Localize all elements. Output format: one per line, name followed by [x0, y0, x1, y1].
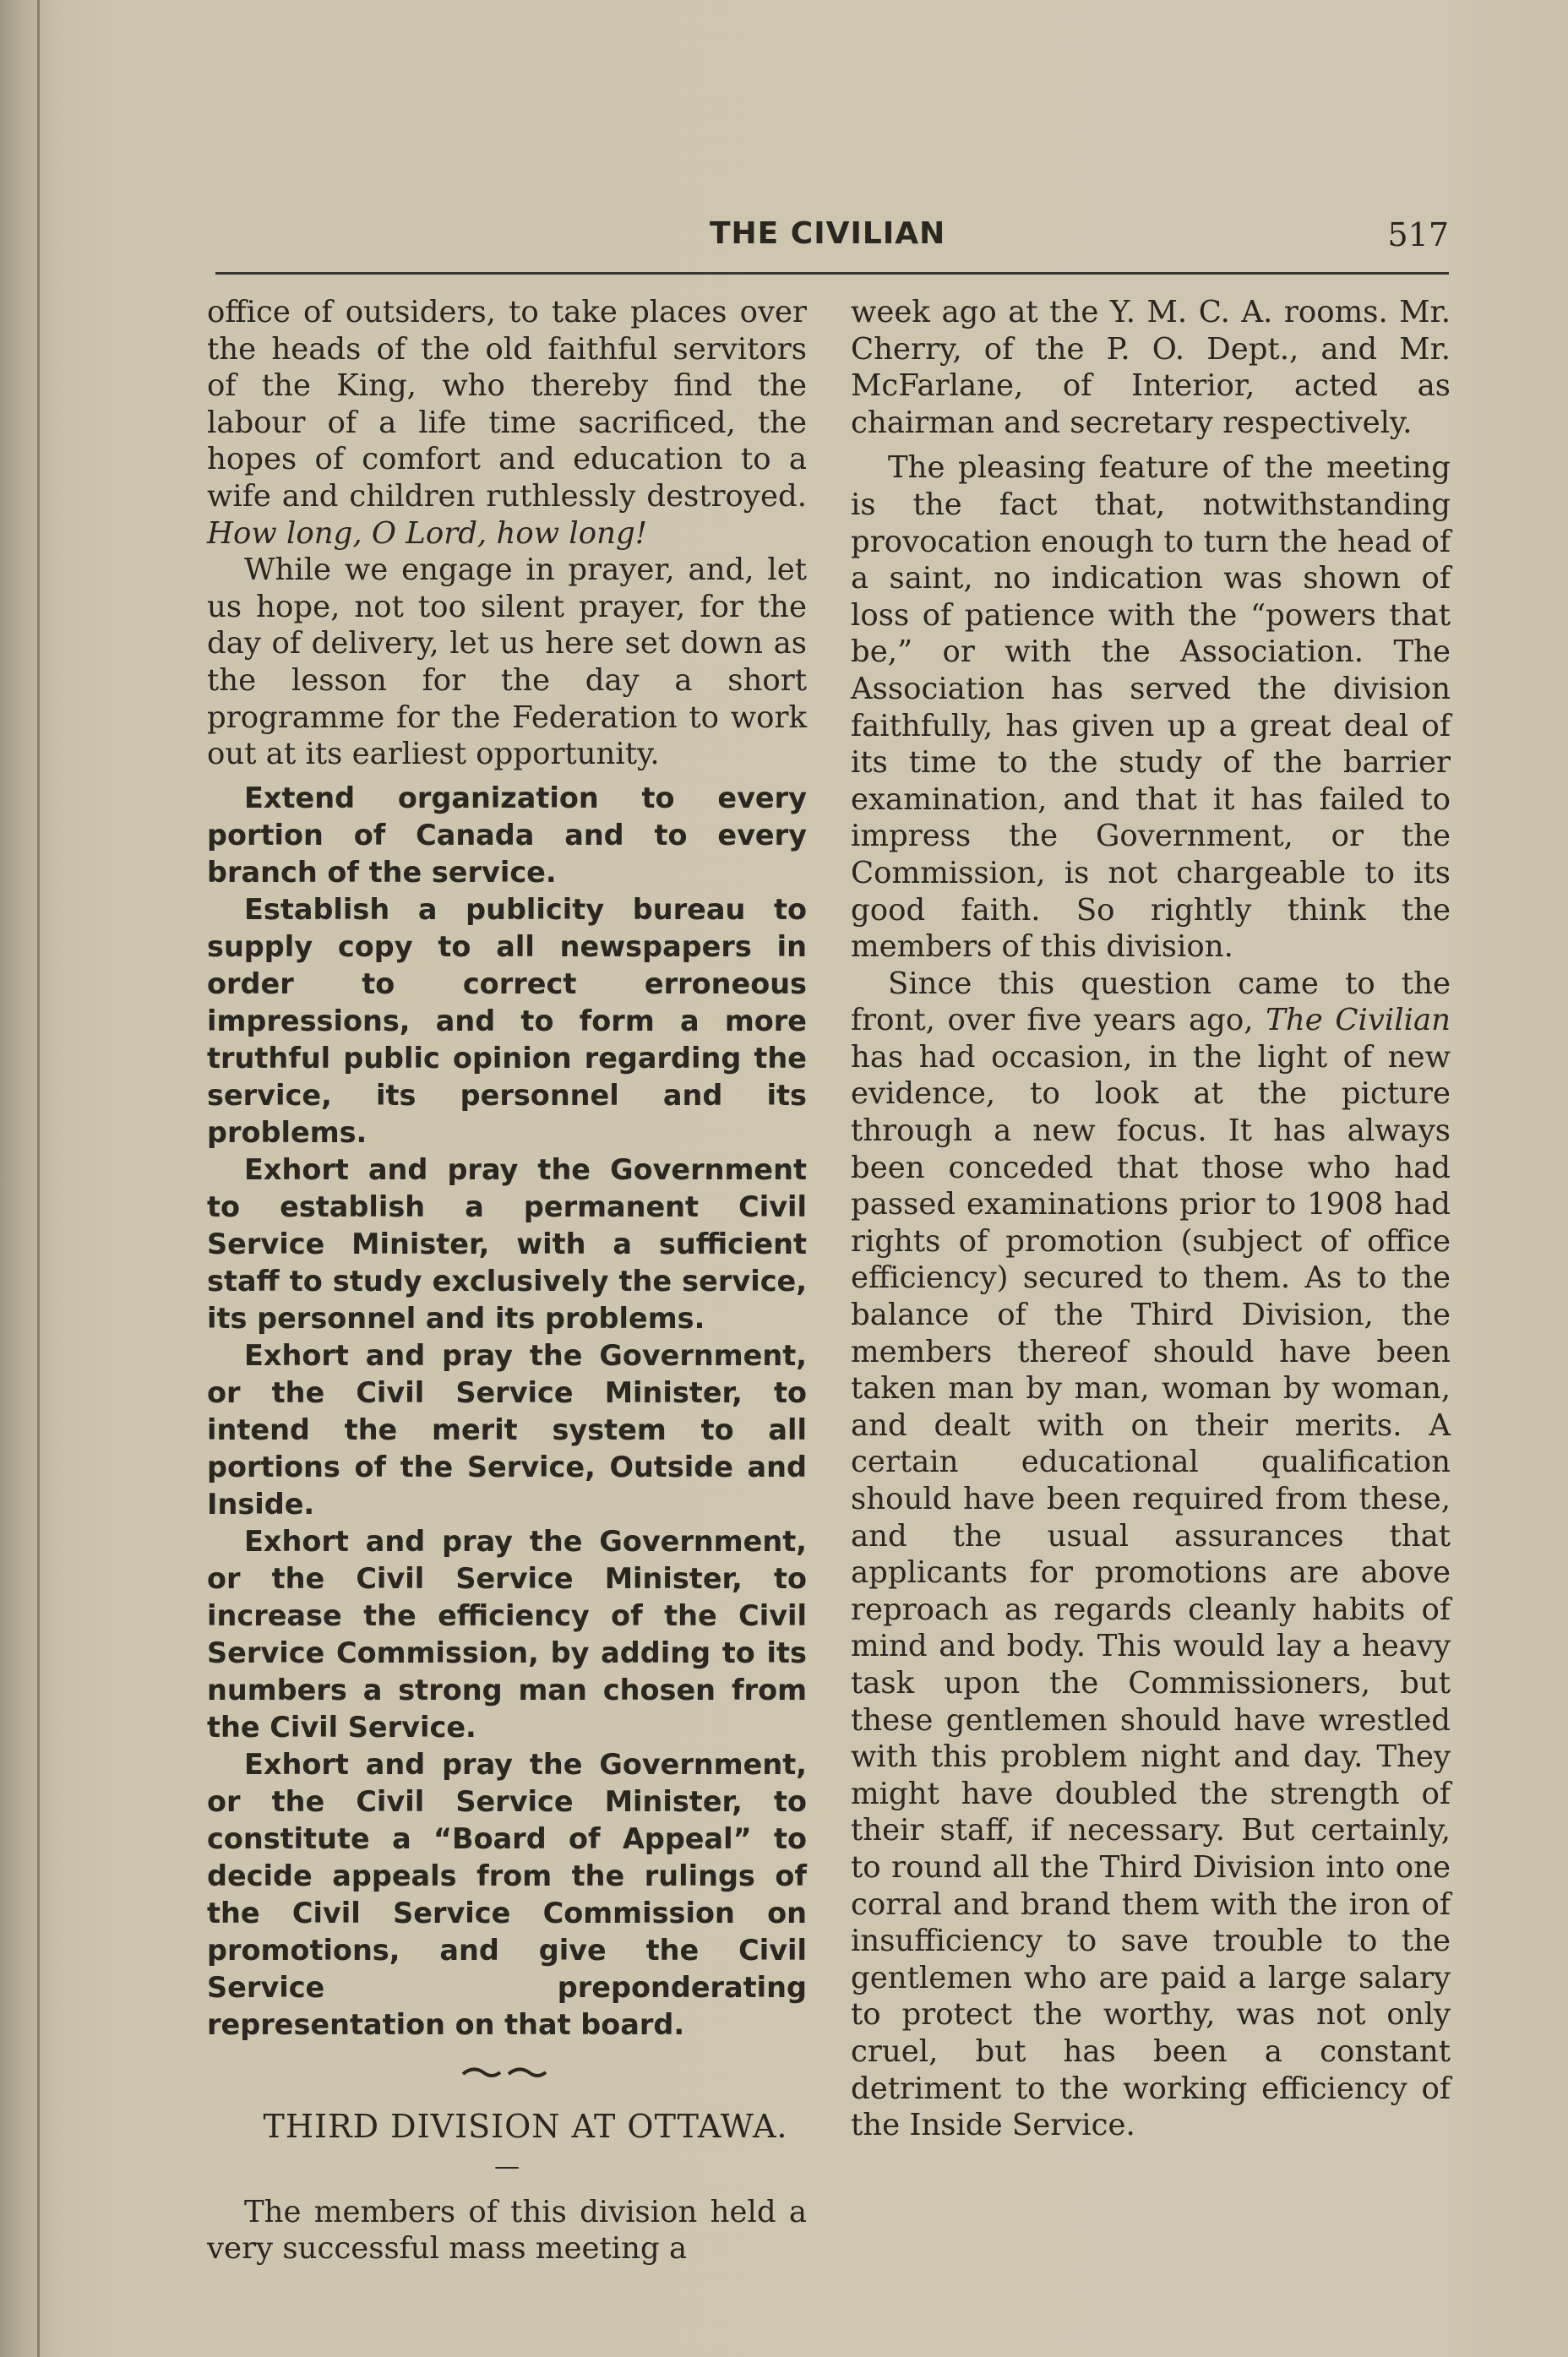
paragraph-text: has had occasion, in the light of new evidence, to look at the picture through a new focus. It has always been conceded that those who had passed examinations prior to 1908 had rights of promotion (subject of office efficiency) secured to them. As to the balance of the Third Division, the members thereof should have been taken man by man, woman by woman, and dealt with on their merits. A certain educational qualification should have been required from these, and the usual assurances that applicants for promotions are above reproach as regards cleanly habits of mind and body. This would lay a heavy task upon the Commissioners, but these gentlemen should have wrestled with this problem night and day. They might have doubled the strength of their staff, if necessary. But certainly, to round all the Third Division into one corral and brand them with the iron of insufficiency to save trouble to the gentlemen who are paid a large salary to protect the worthy, was not only cruel, but has been a constant detriment to the working efficiency of the Inside Service. [851, 1039, 1451, 2143]
page-number: 517 [1387, 216, 1449, 253]
paragraph-text: office of outsiders, to take places over the heads of the old faithful servitors of the King, who thereby find the labour of a life time sacrificed, the hopes of comfort and education to a wife and children ruthlessly destroyed. [207, 295, 807, 514]
page-header [215, 216, 1449, 259]
program-item: Exhort and pray the Government, or the Civil Service Minister, to constitute a “Board of Appeal” to decide appeals from the rulings of the Civil Service Commission on promotions, and give the Civil Service preponderating representation on that board. [207, 1747, 807, 2041]
program-item: Extend organization to every portion of Canada and to every branch of the service. [207, 781, 807, 889]
left-column [207, 294, 807, 2267]
right-column [851, 294, 1451, 2144]
header-rule [215, 272, 1449, 275]
heading-dash: — [494, 2151, 520, 2181]
paragraph [207, 294, 807, 552]
section-heading: THIRD DIVISION AT OTTAWA. [263, 2107, 788, 2145]
paragraph-text: Since this question came to the front, over five years ago, [851, 966, 1451, 1038]
paragraph: While we engage in prayer, and, let us hope, not too silent prayer, for the day of delivery, let us here set down as the lesson for the day a short programme for the Federation to work out at its earliest opportunity. [207, 553, 807, 772]
paragraph: week ago at the Y. M. C. A. rooms. Mr. Cherry, of the P. O. Dept., and Mr. McFarlane, of Interior, acted as chairman and secretary respectively. [851, 295, 1451, 440]
running-title: THE CIVILIAN [710, 216, 946, 251]
program-item: Establish a publicity bureau to supply copy to all newspapers in order to correct erroneous impressions, and to form a more truthful public opinion regarding the service, its personnel and its problems. [207, 892, 807, 1149]
italic-exclamation: How long, O Lord, how long! [207, 515, 647, 551]
publication-title: The Civilian [1266, 1003, 1451, 1038]
binding-shadow [37, 0, 40, 2357]
paragraph [851, 966, 1451, 2144]
paragraph: The members of this division held a very successful mass meeting a [207, 2194, 807, 2267]
program-item: Exhort and pray the Government, or the Civil Service Minister, to intend the merit system to all portions of the Service, Outside and Inside. [207, 1338, 807, 1521]
paragraph: The pleasing feature of the meeting is the fact that, notwithstanding provocation enough to turn the head of a saint, no indication was shown of loss of patience with the “powers that be,” or with the Association. The Association has served the division faithfully, has given up a great deal of its time to the study of the barrier examination, and that it has failed to impress the Government, or the Commission, is not chargeable to its good faith. So rightly think the members of this division. [851, 450, 1451, 965]
section-ornament [207, 2055, 807, 2106]
program-item: Exhort and pray the Government, or the Civil Service Minister, to increase the efficiency of the Civil Service Commission, by adding to its numbers a strong man chosen from the Civil Service. [207, 1524, 807, 1744]
program-item: Exhort and pray the Government to establish a permanent Civil Service Minister, with a sufficient staff to study exclusively the service, its personnel and its problems. [207, 1152, 807, 1335]
